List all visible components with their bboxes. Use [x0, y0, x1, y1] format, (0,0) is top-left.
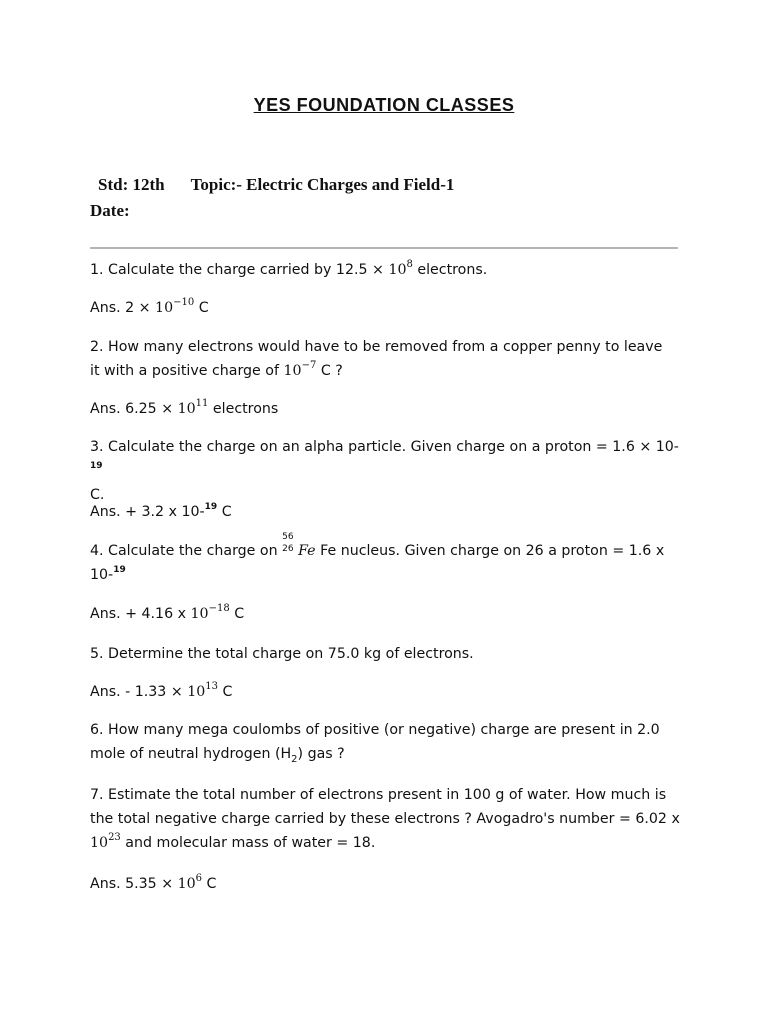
std-label: Std: 12th	[98, 175, 165, 194]
question-6: 6. How many mega coulombs of positive (or negative) charge are present in 2.0 mole of neutral hydrogen $(H_2)$ gas ?	[90, 722, 660, 765]
answer-2: Ans. $6.25 \times 10^{11}$ electrons	[90, 398, 279, 417]
question-4: 4. Calculate the charge on 56 26 Fe Fe nucleus. Given charge on 26 a proton = 1.6 x 10-$^{19}$	[90, 532, 665, 583]
topic-label: Topic:- Electric Charges and Field-1	[190, 175, 455, 194]
question-5: 5. Determine the total charge on 75.0 kg of electrons.	[90, 646, 474, 662]
document-title	[0, 95, 768, 116]
date-label: Date:	[90, 201, 130, 220]
answer-3: Ans. + 3.2 x 10-$^{19}$ C	[90, 502, 232, 520]
answer-4: Ans. + 4.16 x $10^{-18}$ C	[90, 603, 245, 622]
header-meta	[90, 172, 454, 224]
iron-nuclide-notation: 56 26	[282, 532, 294, 554]
divider-line	[90, 247, 678, 249]
question-3: 3. Calculate the charge on an alpha particle. Given charge on a proton = 1.6 × 10-$^{19}$ C.	[90, 439, 679, 503]
title-text: YES FOUNDATION CLASSES	[253, 95, 515, 115]
answer-5: Ans. - $1.33 \times 10^{13}$ C	[90, 681, 233, 700]
meta-row	[90, 172, 454, 198]
question-2: 2. How many electrons would have to be removed from a copper penny to leave it with a positive charge of $10^{-7}$ C ?	[90, 339, 663, 379]
answer-1: Ans. $2 \times 10^{-10}$ C	[90, 297, 209, 316]
question-7: 7. Estimate the total number of electrons present in 100 g of water. How much is the total negative charge carried by these electrons ? Avogadro's number = 6.02 x $10^{23}$ and molecular mass of water = 18.	[90, 787, 680, 851]
question-1: 1. Calculate the charge carried by $12.5 \times 10^8$ electrons.	[90, 259, 488, 278]
answer-7: Ans. $5.35 \times 10^6$ C	[90, 873, 217, 892]
